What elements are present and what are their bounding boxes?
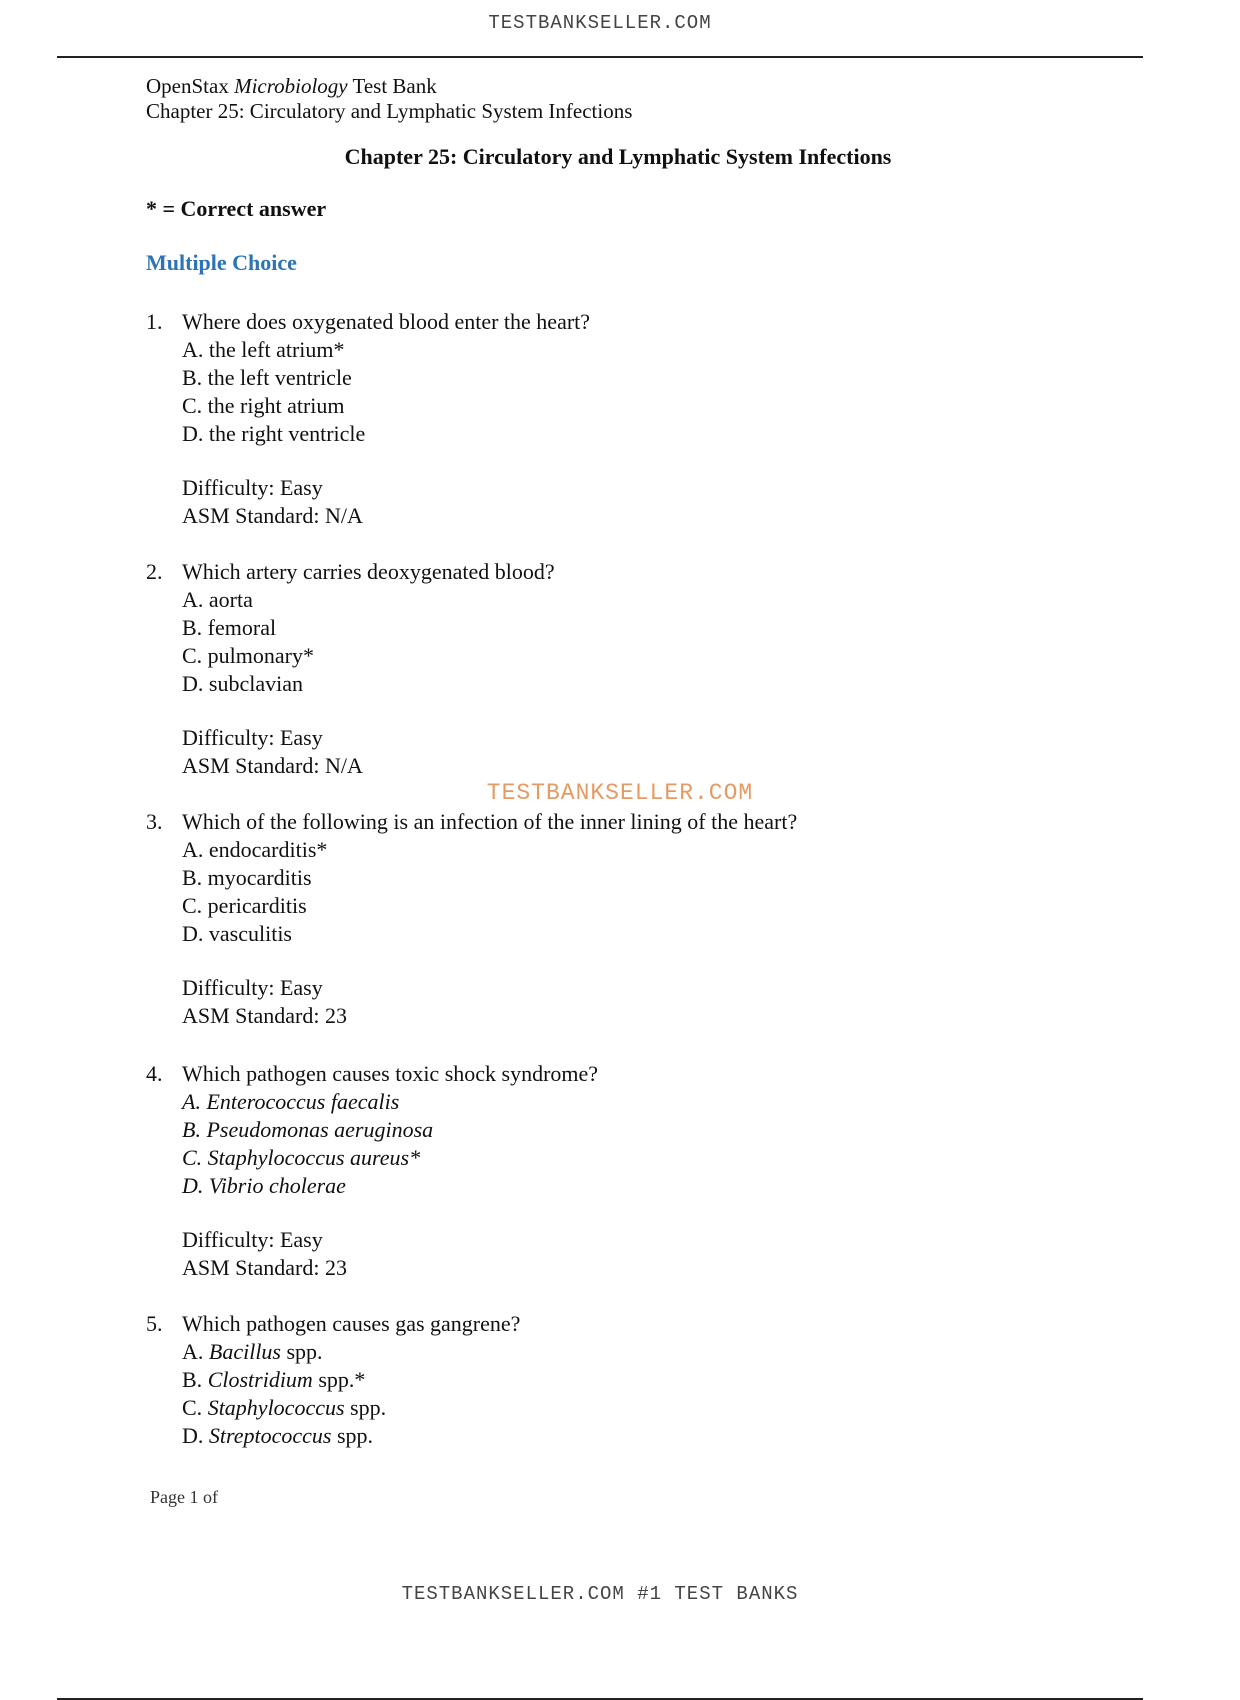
question-number: 2. (146, 559, 163, 584)
option-d: D. vasculitis (182, 921, 292, 946)
option-b: B. femoral (182, 615, 277, 640)
question-text: Where does oxygenated blood enter the heart? (182, 309, 591, 334)
question-number: 1. (146, 309, 163, 334)
answer-legend: * = Correct answer (146, 196, 327, 221)
option-c: C. the right atrium (182, 393, 345, 418)
meta-microbiology: Microbiology (234, 74, 348, 98)
section-heading: Multiple Choice (146, 250, 297, 275)
option-b: B. Pseudomonas aeruginosa (182, 1117, 434, 1142)
option-d: D. Vibrio cholerae (182, 1173, 346, 1198)
asm-standard: ASM Standard: 23 (182, 1255, 347, 1280)
difficulty: Difficulty: Easy (182, 725, 323, 750)
question-number: 5. (146, 1311, 163, 1336)
option-a: A. Bacillus spp. (182, 1339, 323, 1364)
option-b: B. the left ventricle (182, 365, 352, 390)
question-text: Which pathogen causes toxic shock syndrome? (182, 1061, 599, 1086)
chapter-title: Chapter 25: Circulatory and Lymphatic System Infections (344, 144, 892, 169)
question-number: 4. (146, 1061, 163, 1086)
top-divider (57, 56, 1143, 58)
question-text: Which of the following is an infection of the inner lining of the heart? (182, 809, 798, 834)
question-3 (146, 808, 1106, 1030)
asm-standard: ASM Standard: N/A (182, 503, 363, 528)
difficulty: Difficulty: Easy (182, 475, 323, 500)
doc-meta-line-2: Chapter 25: Circulatory and Lymphatic System Infections (146, 99, 633, 123)
footer-banner: TESTBANKSELLER.COM #1 TEST BANKS (401, 1583, 799, 1605)
option-d: D. Streptococcus spp. (182, 1423, 374, 1448)
doc-meta-line-1 (146, 74, 1126, 99)
option-d: D. the right ventricle (182, 421, 366, 446)
option-b: B. Clostridium spp.* (182, 1367, 366, 1392)
asm-standard: ASM Standard: N/A (182, 753, 363, 778)
question-4 (146, 1060, 1106, 1282)
question-1 (146, 308, 1106, 530)
difficulty: Difficulty: Easy (182, 975, 323, 1000)
option-c: C. Staphylococcus aureus* (182, 1145, 421, 1170)
question-text: Which artery carries deoxygenated blood? (182, 559, 555, 584)
question-number: 3. (146, 809, 163, 834)
site-header: TESTBANKSELLER.COM (488, 12, 712, 34)
page-number: Page 1 of (150, 1487, 218, 1507)
option-c: C. pericarditis (182, 893, 307, 918)
asm-standard: ASM Standard: 23 (182, 1003, 347, 1028)
option-d: D. subclavian (182, 671, 303, 696)
option-c: C. Staphylococcus spp. (182, 1395, 387, 1420)
option-c: C. pulmonary* (182, 643, 314, 668)
difficulty: Difficulty: Easy (182, 1227, 323, 1252)
watermark: TESTBANKSELLER.COM (486, 780, 754, 806)
question-2 (146, 558, 1106, 780)
option-a: A. endocarditis* (182, 837, 328, 862)
question-5 (146, 1310, 1106, 1450)
option-a: A. aorta (182, 587, 253, 612)
question-text: Which pathogen causes gas gangrene? (182, 1311, 521, 1336)
meta-openstax: OpenStax (146, 74, 235, 98)
option-b: B. myocarditis (182, 865, 312, 890)
meta-test-bank: Test Bank (347, 74, 437, 98)
option-a: A. the left atrium* (182, 337, 345, 362)
option-a: A. Enterococcus faecalis (182, 1089, 400, 1114)
